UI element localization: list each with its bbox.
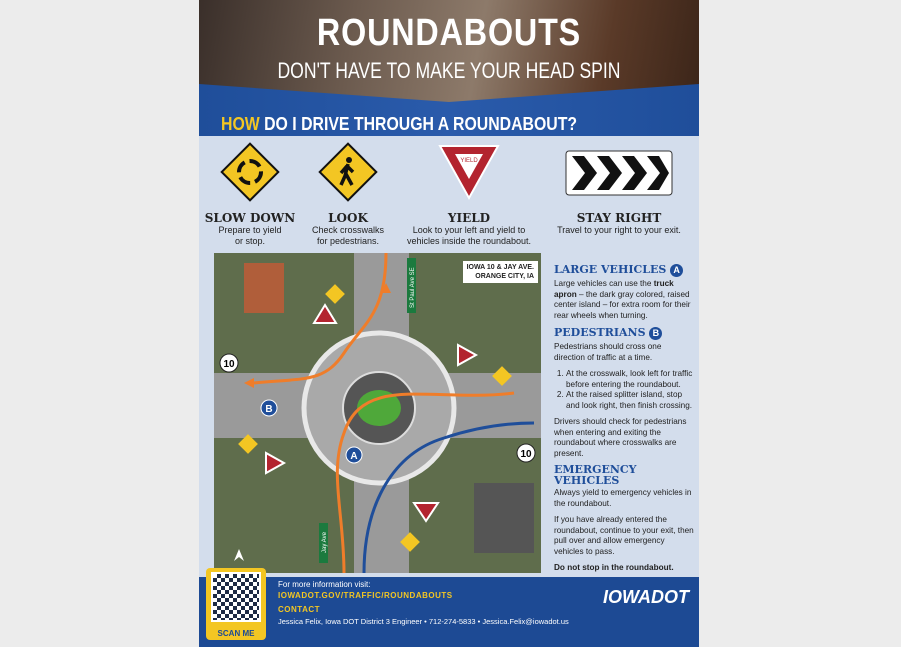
step-title: SLOW DOWN [204,211,296,225]
chevron-sign-icon [564,142,674,202]
pedestrian-sign-icon [318,142,378,202]
street-sign-st-paul: St Paul Ave SE [410,267,416,308]
step-yield [399,142,539,247]
map-graphic [214,253,541,573]
footer [199,577,699,647]
list-item: 1. At the crosswalk, look left for traffic before entering the roundabout. [566,369,694,390]
t: – the dark gray colored, raised center island – for extra room for their rear wheels when turning. [554,289,691,320]
t-bold: Do not stop in the roundabout. [554,563,674,572]
emergency-heading: EMERGENCY VEHICLES [554,463,637,487]
scan-me-label: SCAN ME [217,629,255,638]
location-line2: ORANGE CITY, IA [475,273,534,280]
step-title: STAY RIGHT [576,211,662,225]
street-sign-jay: Jay Ave [322,532,328,553]
heading-highlight: HOW [221,114,260,134]
step-desc: Travel to your right to your exit. [557,225,681,235]
building-roof [474,483,534,553]
poster-title: ROUNDABOUTS [316,12,582,54]
pedestrians-intro: Pedestrians should cross one direction of traffic at a time. [554,342,662,362]
pedestrians-note: Drivers should check for pedestrians when entering and exiting the roundabout where crosswalks are present. [554,417,687,458]
heading-text: DO I DRIVE THROUGH A ROUNDABOUT? [259,114,578,134]
badge-a: A [670,264,683,277]
route-shield: 10 [520,449,532,460]
step-title: YIELD [447,211,491,225]
step-look [288,142,408,247]
marker-a: A [350,451,358,462]
house-roof [244,263,284,313]
yield-sign-icon [437,142,501,202]
qr-code[interactable] [206,568,266,640]
marker-b: B [265,404,273,415]
step-desc: Look to your left and yield to vehicles inside the roundabout. [406,225,532,246]
pedestrians-heading [554,327,694,340]
pedestrian-steps [554,369,694,411]
yield-sign-text: YIELD [460,158,478,164]
step-title: LOOK [328,211,368,225]
location-label [463,261,538,283]
location-line1: IOWA 10 & JAY AVE. [466,264,534,271]
more-info-label: For more information visit: [278,580,371,589]
emergency-text: If you have already entered the roundabout, continue to your exit, then pull over and allow emergency vehicles to pass. [554,515,694,556]
section-heading [221,114,577,135]
roundabout-poster [199,0,699,647]
step-desc: Check crosswalks for pedestrians. [311,225,385,246]
large-vehicles-text [554,279,694,321]
roundabout-aerial-map [214,253,541,573]
heading-text: PEDESTRIANS [554,326,646,339]
info-sidebar [554,260,694,580]
iowa-dot-logo: IOWADOT [603,587,689,607]
emergency-warning [554,563,694,574]
qr-pattern [211,572,261,622]
contact-label: CONTACT [278,605,321,614]
step-desc: Prepare to yield or stop. [218,225,282,246]
large-vehicles-heading [554,264,694,277]
badge-b: B [649,327,662,340]
t-bold: truck apron [554,279,674,299]
poster-subtitle: DON'T HAVE TO MAKE YOUR HEAD SPIN [277,58,621,83]
heading-text: LARGE VEHICLES [554,263,667,276]
info-link[interactable]: IOWADOT.GOV/TRAFFIC/ROUNDABOUTS [278,591,453,600]
step-stay-right [554,142,684,236]
list-item: 2. At the raised splitter island, stop and look right, then finish crossing. [566,390,694,411]
contact-text: Jessica Felix, Iowa DOT District 3 Engineer • 712-274-5833 • Jessica.Felix@iowadot.us [278,617,569,626]
roundabout-sign-icon [220,142,280,202]
emergency-text: Always yield to emergency vehicles in the roundabout. [554,488,692,508]
t: Large vehicles can use the [554,279,654,288]
route-shield: 10 [223,359,235,370]
